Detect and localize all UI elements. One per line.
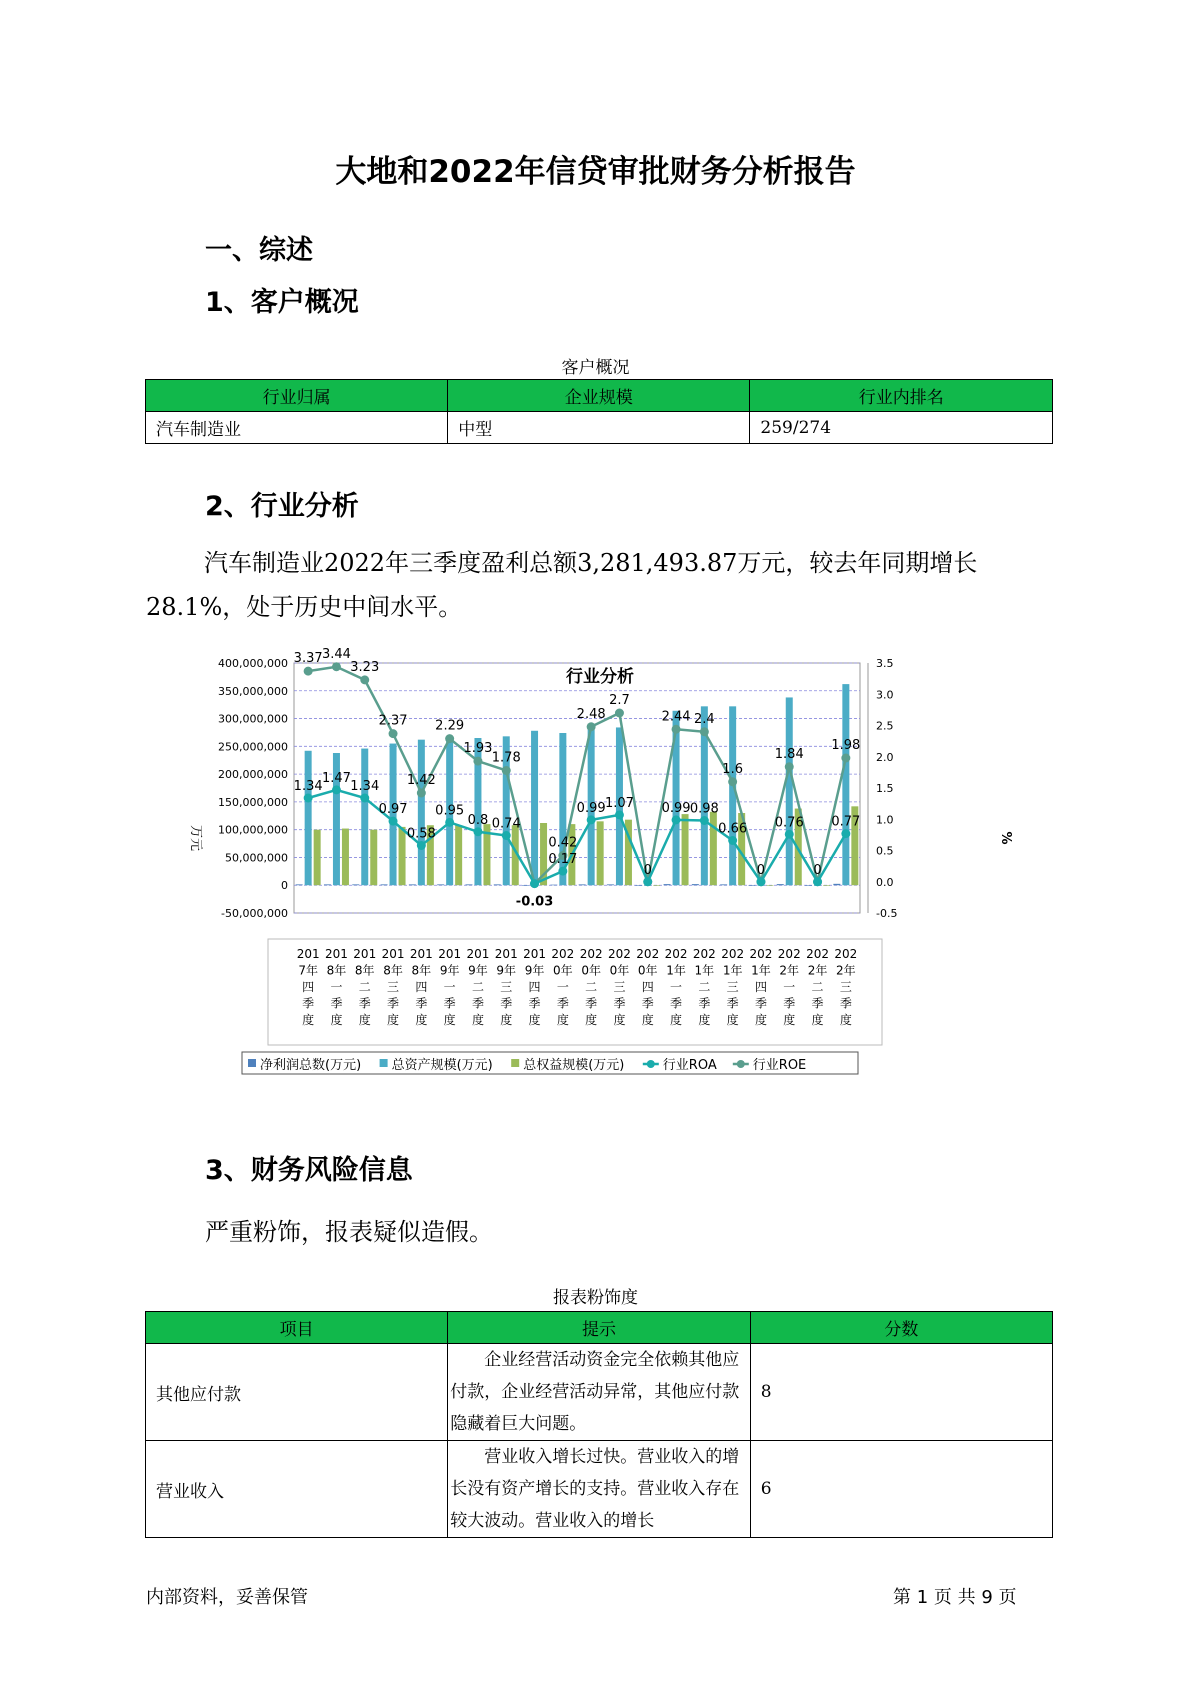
line-point xyxy=(587,815,596,824)
x-tick-label: 201 xyxy=(494,947,518,961)
bar xyxy=(342,829,349,886)
bar xyxy=(579,884,586,885)
table-header: 提示 xyxy=(448,1312,750,1344)
data-label: 1.07 xyxy=(604,795,634,811)
x-tick-label: 季 xyxy=(330,996,343,1011)
x-tick-label: 季 xyxy=(698,996,711,1011)
x-tick-label: 三 xyxy=(500,980,513,994)
bar xyxy=(729,706,736,885)
line-point xyxy=(841,754,850,763)
x-tick-label: 9年 xyxy=(468,963,488,978)
bar xyxy=(682,814,689,885)
x-tick-label: 度 xyxy=(698,1013,711,1027)
line-point xyxy=(417,789,426,798)
x-tick-label: 度 xyxy=(613,1013,626,1027)
x-tick-label: 一 xyxy=(556,980,569,994)
x-tick-label: 季 xyxy=(783,996,796,1011)
x-tick-label: 202 xyxy=(579,947,603,961)
x-tick-label: 三 xyxy=(726,980,739,994)
data-label: 0.74 xyxy=(491,816,521,832)
x-tick-label: 度 xyxy=(641,1013,654,1027)
section-heading-industry: 2、行业分析 xyxy=(205,491,359,522)
x-tick-label: 度 xyxy=(387,1013,400,1027)
legend-swatch xyxy=(511,1059,519,1067)
x-tick-label: 三 xyxy=(839,980,852,994)
risk-table xyxy=(145,1311,1053,1538)
data-label: 0 xyxy=(643,862,652,878)
x-tick-label: 202 xyxy=(664,947,688,961)
x-tick-label: 202 xyxy=(806,947,830,961)
bar xyxy=(833,884,840,885)
line-point xyxy=(389,729,398,738)
y2-tick-label: 0.5 xyxy=(876,844,894,858)
industry-paragraph: 汽车制造业2022年三季度盈利总额3,281,493.87万元，较去年同期增长28.1%，处于历史中间水平。 xyxy=(146,549,978,621)
bar xyxy=(437,884,444,885)
legend-label: 总资产规模(万元) xyxy=(391,1058,493,1073)
x-tick-label: 度 xyxy=(811,1013,824,1027)
bar xyxy=(455,825,462,885)
x-tick-label: 202 xyxy=(749,947,773,961)
x-tick-label: 0年 xyxy=(581,963,601,978)
x-tick-label: 度 xyxy=(528,1013,541,1027)
bar xyxy=(418,740,425,886)
bar xyxy=(296,884,303,885)
chart-title: 行业分析 xyxy=(566,667,634,687)
table-cell: 8 xyxy=(750,1344,1052,1441)
x-tick-label: 一 xyxy=(443,980,456,994)
line-point xyxy=(728,836,737,845)
x-tick-label: 9年 xyxy=(439,963,460,978)
x-tick-label: 一 xyxy=(670,980,683,994)
x-tick-label: 2年 xyxy=(779,963,800,978)
data-label: 0.98 xyxy=(689,801,719,817)
x-tick-label: 季 xyxy=(670,996,683,1011)
bar xyxy=(597,821,604,885)
x-tick-label: 一 xyxy=(330,980,343,994)
x-tick-label: 度 xyxy=(670,1013,683,1027)
series-line xyxy=(308,667,846,884)
bar xyxy=(305,751,312,885)
line-point xyxy=(332,785,341,794)
data-label: 0.8 xyxy=(467,812,489,828)
table-cell: 6 xyxy=(750,1441,1052,1538)
x-tick-label: 季 xyxy=(613,996,626,1011)
bar xyxy=(664,884,671,885)
x-tick-label: 201 xyxy=(466,947,490,961)
x-tick-label: 度 xyxy=(839,1013,852,1027)
x-tick-label: 1年 xyxy=(666,963,686,978)
bar xyxy=(522,885,529,886)
table-header: 行业归属 xyxy=(146,380,448,412)
data-label: 0.42 xyxy=(548,835,578,851)
data-label: 0 xyxy=(813,862,822,878)
line-point xyxy=(813,877,822,886)
x-tick-label: 四 xyxy=(415,980,428,994)
x-tick-label: 9年 xyxy=(524,963,545,978)
line-point xyxy=(417,841,426,850)
x-tick-label: 季 xyxy=(811,996,824,1011)
data-label: 1.34 xyxy=(350,779,380,794)
line-point xyxy=(672,815,681,824)
table-caption-customer: 客户概况 xyxy=(561,358,630,378)
table-header: 行业内排名 xyxy=(750,380,1053,412)
x-tick-label: 三 xyxy=(387,980,400,994)
bar xyxy=(823,885,830,886)
x-tick-label: 季 xyxy=(415,996,428,1011)
line-point xyxy=(587,722,596,731)
bar xyxy=(748,885,755,886)
x-tick-label: 201 xyxy=(324,947,348,961)
bar xyxy=(635,885,642,886)
line-point xyxy=(502,766,511,775)
y-tick-label: 200,000,000 xyxy=(218,768,288,782)
x-tick-label: 度 xyxy=(783,1013,796,1027)
x-tick-label: 202 xyxy=(777,947,801,961)
bar xyxy=(766,885,773,886)
y2-axis-label: % xyxy=(998,831,1013,845)
line-point xyxy=(756,877,765,886)
x-tick-label: 二 xyxy=(585,980,598,994)
x-tick-label: 季 xyxy=(358,996,371,1011)
y-tick-label: -50,000,000 xyxy=(221,907,288,920)
x-tick-label: 1年 xyxy=(751,963,771,978)
line-point xyxy=(728,777,737,786)
x-tick-label: 二 xyxy=(811,980,824,994)
data-label: 0.58 xyxy=(406,826,436,842)
table-cell: 营业收入 xyxy=(146,1441,448,1538)
x-tick-label: 7年 xyxy=(298,963,318,978)
line-point xyxy=(473,757,482,766)
x-tick-label: 二 xyxy=(358,980,371,994)
line-point xyxy=(841,829,850,838)
y-tick-label: 250,000,000 xyxy=(218,740,288,754)
x-tick-label: 9年 xyxy=(496,963,517,978)
data-label: 0.77 xyxy=(831,814,861,830)
data-label: 2.7 xyxy=(609,693,630,708)
line-point xyxy=(700,816,709,825)
data-label: 0 xyxy=(756,862,766,878)
x-tick-label: 2年 xyxy=(836,963,856,978)
x-tick-label: 季 xyxy=(500,996,513,1011)
data-label: 1.47 xyxy=(321,770,351,786)
x-tick-label: 度 xyxy=(726,1013,739,1027)
line-point xyxy=(558,867,567,876)
x-tick-label: 度 xyxy=(500,1013,513,1027)
y2-tick-label: 3.0 xyxy=(876,688,894,702)
x-tick-label: 202 xyxy=(636,947,660,961)
legend-label: 行业ROA xyxy=(662,1058,717,1073)
bar xyxy=(399,827,406,885)
bar xyxy=(409,884,416,885)
x-tick-label: 2年 xyxy=(807,963,828,978)
legend-swatch xyxy=(248,1059,256,1067)
x-tick-label: 8年 xyxy=(354,963,375,978)
bar xyxy=(842,684,849,885)
line-point xyxy=(643,877,652,886)
y2-tick-label: 3.5 xyxy=(876,657,894,670)
bar xyxy=(494,884,501,885)
data-label: 3.37 xyxy=(293,651,323,667)
legend-swatch xyxy=(647,1060,655,1068)
legend-swatch xyxy=(737,1060,745,1068)
data-label: 0.17 xyxy=(548,852,578,868)
x-tick-label: 季 xyxy=(641,996,654,1011)
x-tick-label: 季 xyxy=(556,996,569,1011)
x-tick-label: 8年 xyxy=(411,963,432,978)
data-label: -0.03 xyxy=(515,894,554,910)
y-tick-label: 0 xyxy=(281,879,288,893)
table-cell: 其他应付款 xyxy=(146,1344,448,1441)
data-label: 0.66 xyxy=(718,821,748,837)
line-point xyxy=(700,727,709,736)
legend-label: 行业ROE xyxy=(752,1058,807,1073)
line-point xyxy=(615,709,624,718)
data-label: 3.44 xyxy=(321,646,351,662)
table-cell: 营业收入增长过快。营业收入的增长没有资产增长的支持。营业收入存在较大波动。营业收入的增长 xyxy=(448,1441,750,1538)
data-label: 1.78 xyxy=(491,750,521,766)
y-tick-label: 100,000,000 xyxy=(218,823,288,837)
data-label: 0.99 xyxy=(576,800,606,816)
y2-tick-label: 0.0 xyxy=(876,875,894,889)
y2-tick-label: 2.5 xyxy=(876,719,894,733)
line-point xyxy=(445,734,454,743)
bar xyxy=(550,885,557,886)
x-tick-label: 度 xyxy=(330,1013,343,1027)
x-tick-label: 度 xyxy=(443,1013,456,1027)
bar xyxy=(710,812,717,885)
data-label: 2.4 xyxy=(694,711,715,727)
data-label: 0.97 xyxy=(378,802,408,818)
y-tick-label: 300,000,000 xyxy=(218,712,288,726)
data-label: 0.95 xyxy=(435,803,465,819)
x-tick-label: 0年 xyxy=(637,963,658,978)
report-title: 大地和2022年信贷审批财务分析报告 xyxy=(335,154,856,190)
x-tick-label: 季 xyxy=(585,996,598,1011)
x-tick-label: 度 xyxy=(471,1013,484,1027)
y-tick-label: 400,000,000 xyxy=(218,657,288,670)
x-tick-label: 三 xyxy=(613,980,626,994)
bar xyxy=(324,884,331,885)
x-tick-label: 四 xyxy=(302,980,315,994)
x-tick-label: 度 xyxy=(415,1013,428,1027)
bar xyxy=(692,884,699,885)
x-tick-label: 201 xyxy=(381,947,405,961)
bar xyxy=(361,749,368,886)
x-tick-label: 季 xyxy=(754,996,767,1011)
data-label: 2.48 xyxy=(576,706,606,722)
x-tick-label: 二 xyxy=(698,980,711,994)
section-heading-customer: 1、客户概况 xyxy=(205,287,359,318)
bar xyxy=(381,884,388,885)
line-point xyxy=(445,818,454,827)
x-tick-label: 201 xyxy=(438,947,462,961)
data-label: 0.76 xyxy=(774,815,804,831)
line-point xyxy=(360,794,369,803)
x-tick-label: 四 xyxy=(641,980,654,994)
table-cell: 中型 xyxy=(448,412,750,444)
bar xyxy=(805,885,812,886)
x-tick-label: 202 xyxy=(607,947,631,961)
y2-tick-label: 1.0 xyxy=(876,813,894,827)
x-tick-label: 1年 xyxy=(694,963,715,978)
x-tick-label: 季 xyxy=(839,996,852,1011)
line-point xyxy=(785,762,794,771)
footer-confidential: 内部资料，妥善保管 xyxy=(146,1587,308,1608)
legend-label: 总权益规模(万元) xyxy=(523,1058,625,1073)
x-tick-label: 度 xyxy=(585,1013,598,1027)
line-point xyxy=(332,662,341,671)
x-tick-label: 季 xyxy=(726,996,739,1011)
line-point xyxy=(389,817,398,826)
y-tick-label: 50,000,000 xyxy=(225,851,288,865)
table-cell: 汽车制造业 xyxy=(146,412,448,444)
table-row xyxy=(146,1441,1053,1538)
data-label: 1.93 xyxy=(463,741,493,757)
x-tick-label: 202 xyxy=(721,947,745,961)
x-tick-label: 度 xyxy=(358,1013,371,1027)
data-label: 1.42 xyxy=(406,773,436,788)
x-tick-label: 季 xyxy=(528,996,541,1011)
bar xyxy=(653,885,660,886)
table-header: 企业规模 xyxy=(448,380,750,412)
x-tick-label: 1年 xyxy=(722,963,743,978)
x-tick-label: 二 xyxy=(471,980,484,994)
y-axis-label: 万元 xyxy=(188,824,203,852)
bar xyxy=(786,697,793,885)
x-tick-label: 四 xyxy=(528,980,541,994)
line-point xyxy=(502,831,511,840)
data-label: 3.23 xyxy=(350,659,380,675)
legend-swatch xyxy=(380,1059,388,1067)
y2-tick-label: 2.0 xyxy=(876,750,894,764)
line-point xyxy=(615,810,624,819)
x-tick-label: 季 xyxy=(443,996,456,1011)
table-cell: 企业经营活动资金完全依赖其他应付款，企业经营活动异常，其他应付款隐藏着巨大问题。 xyxy=(448,1344,750,1441)
x-tick-label: 201 xyxy=(353,947,377,961)
line-point xyxy=(304,667,313,676)
legend-label: 净利润总数(万元) xyxy=(260,1058,362,1073)
table-cell: 259/274 xyxy=(750,412,1053,444)
x-tick-label: 度 xyxy=(754,1013,767,1027)
bar xyxy=(777,884,784,885)
x-tick-label: 度 xyxy=(302,1013,315,1027)
x-tick-label: 202 xyxy=(551,947,575,961)
data-label: 1.98 xyxy=(831,738,861,753)
table-header: 分数 xyxy=(750,1312,1052,1344)
bar xyxy=(370,830,377,886)
y2-tick-label: -0.5 xyxy=(876,907,898,920)
x-tick-label: 8年 xyxy=(326,963,347,978)
line-point xyxy=(672,725,681,734)
x-tick-label: 201 xyxy=(296,947,320,961)
footer-page-number: 第 1 页 共 9 页 xyxy=(893,1587,1017,1608)
line-point xyxy=(785,830,794,839)
line-point xyxy=(304,794,313,803)
y2-tick-label: 1.5 xyxy=(876,782,894,795)
table-header: 项目 xyxy=(146,1312,448,1344)
line-point xyxy=(473,827,482,836)
data-label: 2.29 xyxy=(435,718,465,734)
section-heading-overview: 一、综述 xyxy=(205,235,313,266)
x-tick-label: 四 xyxy=(754,980,767,994)
section-heading-risk: 3、财务风险信息 xyxy=(205,1155,413,1186)
data-label: 2.37 xyxy=(378,713,408,729)
risk-paragraph: 严重粉饰，报表疑似造假。 xyxy=(205,1218,493,1246)
x-tick-label: 0年 xyxy=(553,963,573,978)
x-tick-label: 季 xyxy=(302,996,315,1011)
data-label: 1.34 xyxy=(293,779,323,794)
x-tick-label: 201 xyxy=(409,947,433,961)
y-tick-label: 350,000,000 xyxy=(218,684,288,698)
x-tick-label: 202 xyxy=(834,947,858,961)
line-point xyxy=(530,879,539,888)
x-tick-label: 度 xyxy=(556,1013,569,1027)
data-label: 1.6 xyxy=(722,761,743,777)
bar xyxy=(531,731,538,885)
data-label: 2.44 xyxy=(661,709,691,725)
x-tick-label: 季 xyxy=(387,996,400,1011)
bar xyxy=(607,884,614,885)
table-row xyxy=(146,1344,1053,1441)
bar xyxy=(465,884,472,885)
data-label: 1.84 xyxy=(774,746,804,762)
x-tick-label: 8年 xyxy=(383,963,403,978)
bar xyxy=(314,830,321,886)
bar xyxy=(720,884,727,885)
x-tick-label: 0年 xyxy=(609,963,630,978)
x-tick-label: 季 xyxy=(471,996,484,1011)
industry-chart xyxy=(176,646,1013,1115)
data-label: 0.99 xyxy=(661,800,691,816)
customer-table xyxy=(145,379,1053,444)
x-tick-label: 201 xyxy=(523,947,547,961)
y-tick-label: 150,000,000 xyxy=(218,795,288,809)
bar xyxy=(352,884,359,885)
x-tick-label: 一 xyxy=(783,980,796,994)
table-caption-risk: 报表粉饰度 xyxy=(553,1288,638,1308)
line-point xyxy=(360,675,369,684)
x-tick-label: 202 xyxy=(692,947,716,961)
